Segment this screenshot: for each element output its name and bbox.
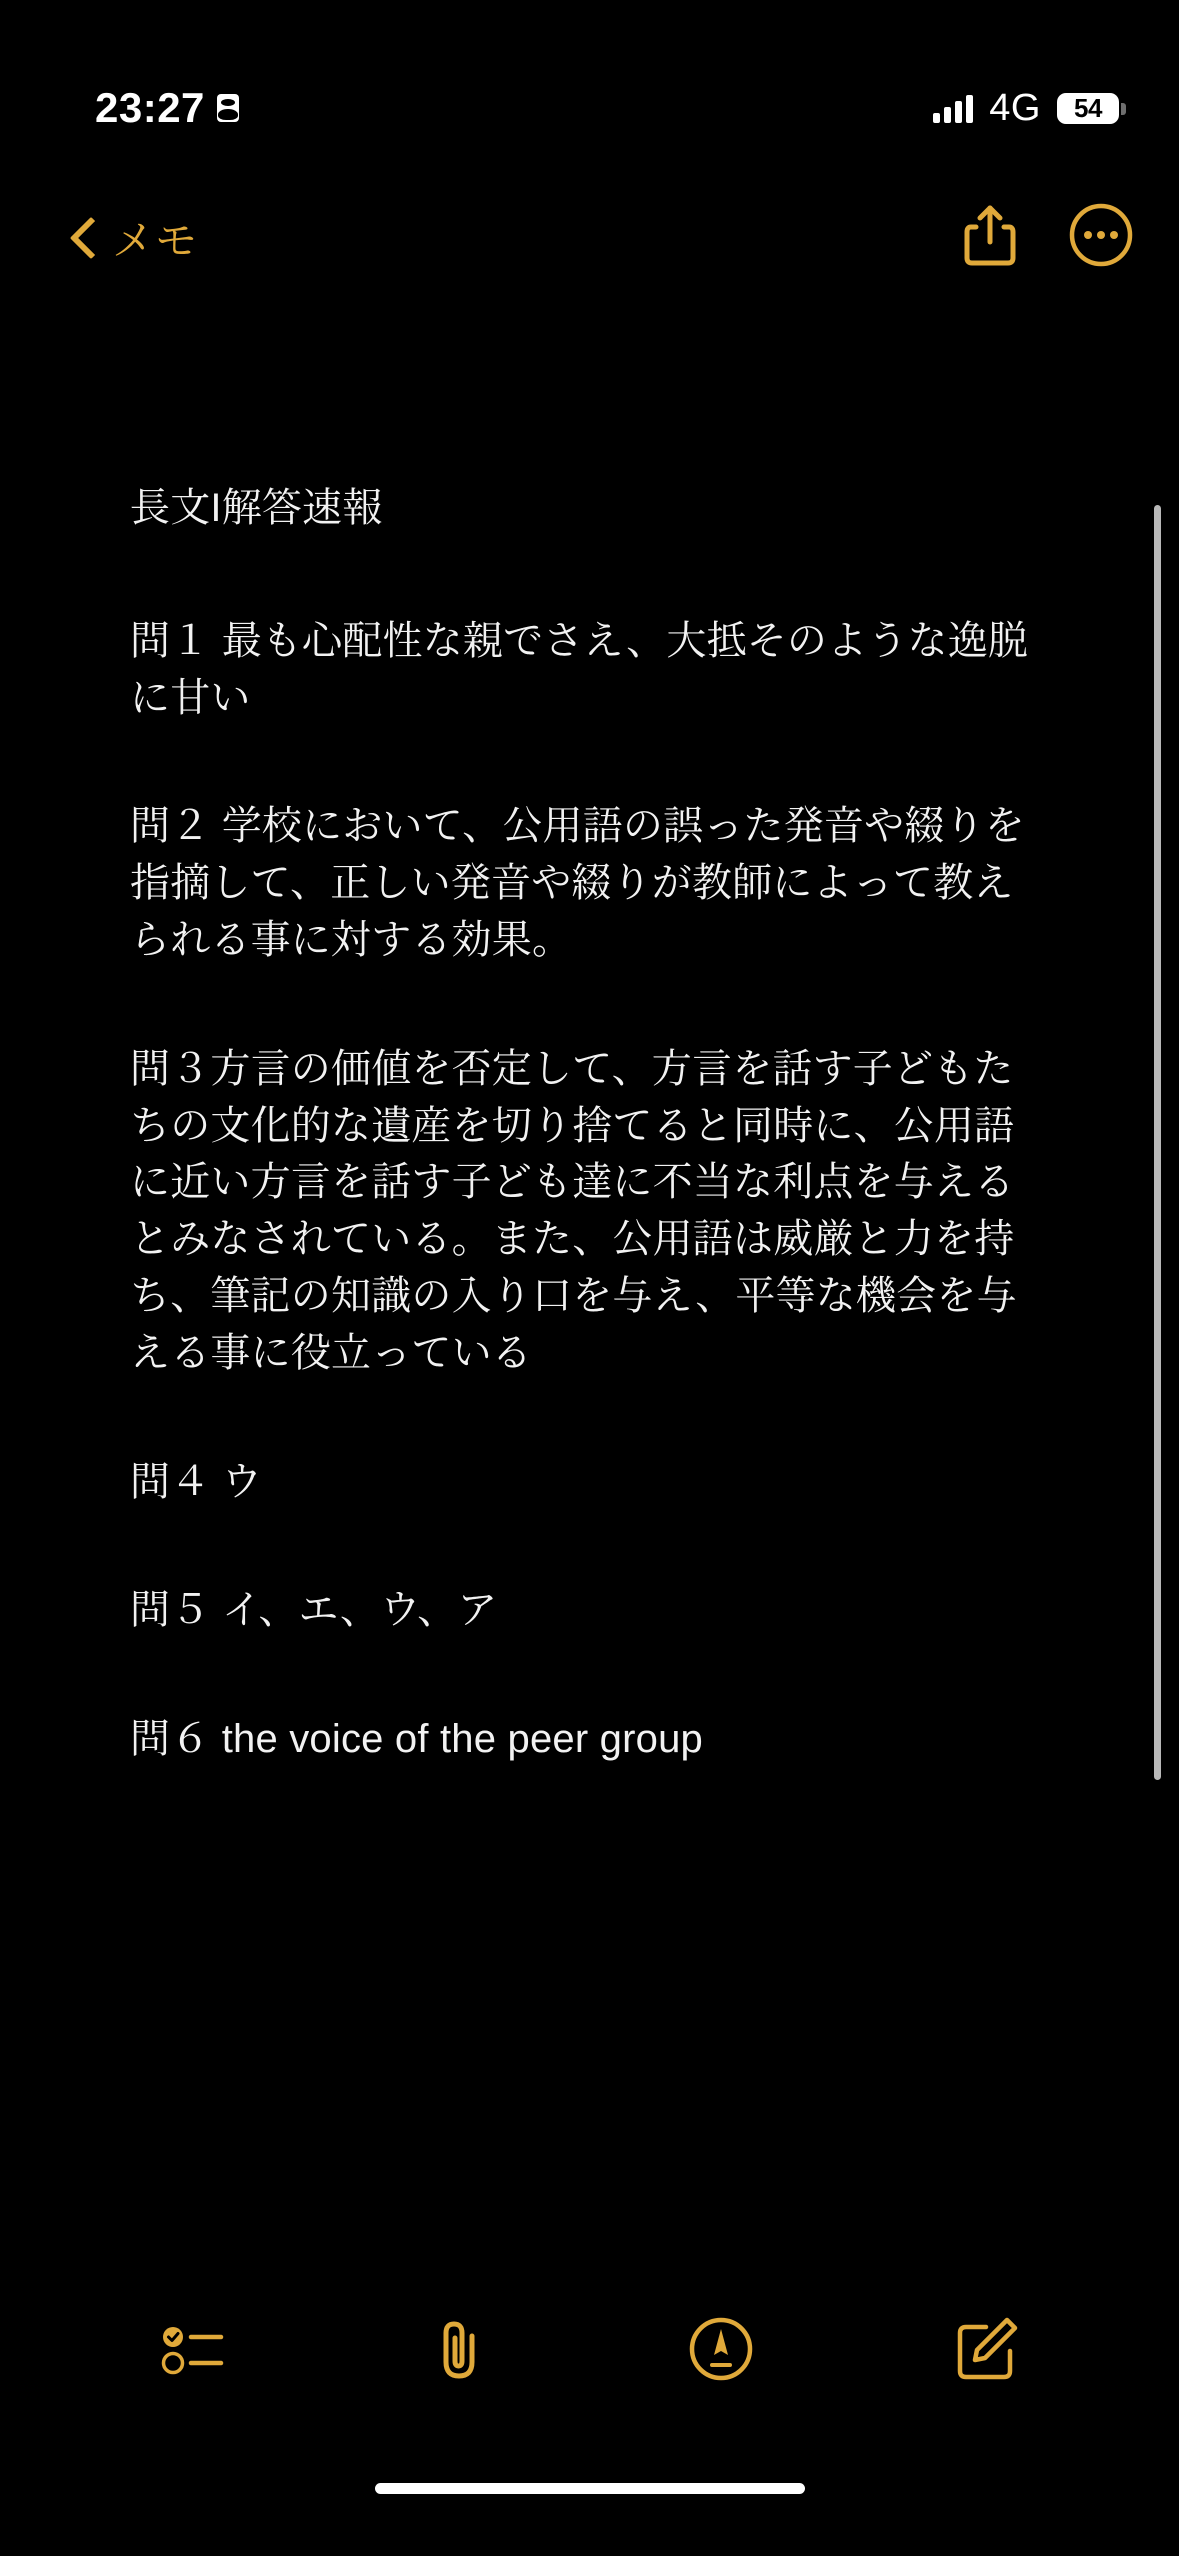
chevron-left-icon [70,216,96,260]
note-paragraph-3: 問３方言の価値を否定して、方言を話す子どもたちの文化的な遺産を切り捨てると同時に、公用語に近い方言を話す子ども達に不当な利点を与えるとみなされている。また、公用語は威厳と力を持ち、筆記の知識の入り口を与え、平等な機会を与える事に役立っている [130,1046,1017,1375]
note-title: 長文I解答速報 [130,486,383,530]
note-paragraph-2: 問２ 学校において、公用語の誤った発音や綴りを指摘して、正しい発音や綴りが教師によって教えられる事に対する効果。 [130,804,1025,962]
share-icon[interactable] [960,202,1020,273]
network-type-label: 4G [989,86,1041,129]
note-paragraph-1: 問１ 最も心配性な親でさえ、大抵そのような逸脱に甘い [130,618,1029,720]
note-paragraph-6: 問６ the voice of the peer group [130,1717,703,1762]
status-bar-clock: 23:27 [95,84,205,131]
more-options-icon[interactable] [1068,202,1134,273]
home-indicator[interactable] [375,2483,805,2494]
battery-percent-label: 54 [1074,92,1102,123]
cellular-signal-icon [933,93,973,123]
note-paragraph-4: 問４ ウ [130,1459,262,1504]
markup-icon[interactable] [687,2315,755,2388]
status-bar-left [95,71,239,129]
navigation-bar [0,185,1179,290]
note-body[interactable] [0,480,1179,1806]
nav-actions [960,202,1134,273]
attachment-icon[interactable] [428,2316,490,2387]
note-paragraph-5: 問５ イ、エ、ウ、ア [130,1588,498,1633]
note-toolbar [0,2281,1179,2421]
status-bar-right [933,87,1119,130]
back-button-label: メモ [112,216,199,264]
back-button[interactable] [70,208,198,268]
battery-icon [1057,93,1119,124]
status-bar [0,0,1179,200]
compose-icon[interactable] [952,2315,1020,2388]
location-icon [217,94,239,122]
checklist-icon[interactable] [159,2319,231,2384]
